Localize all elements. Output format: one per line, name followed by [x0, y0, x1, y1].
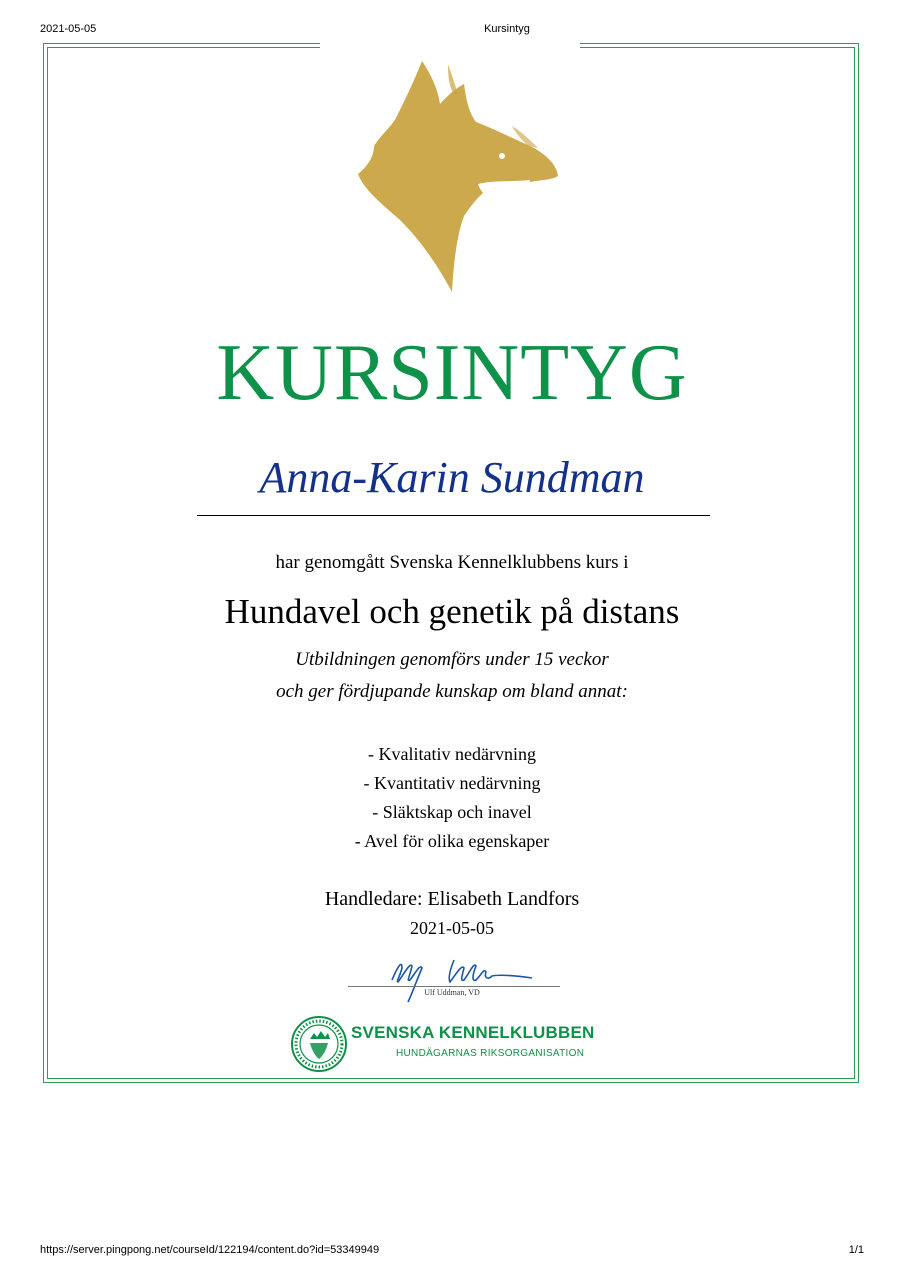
organization-name: SVENSKA KENNELKLUBBEN	[351, 1023, 595, 1042]
topic-item: - Kvantitativ nedärvning	[363, 773, 541, 793]
print-date: 2021-05-05	[40, 23, 97, 35]
print-page-number: 1/1	[848, 1244, 864, 1256]
dog-head-illustration	[352, 56, 567, 296]
topic-list	[0, 740, 904, 856]
topic-item: - Avel för olika egenskaper	[354, 831, 550, 851]
print-page-title: Kursintyg	[484, 23, 530, 35]
frame-gap	[320, 42, 580, 50]
recipient-name: Anna-Karin Sundman	[259, 453, 645, 502]
topic-item: - Kvalitativ nedärvning	[368, 744, 536, 764]
kennel-club-seal-icon	[290, 1015, 348, 1073]
topic-item: - Släktskap och inavel	[372, 802, 532, 822]
certificate-title: KURSINTYG	[216, 329, 688, 417]
certificate-date: 2021-05-05	[410, 918, 494, 938]
supervisor: Handledare: Elisabeth Landfors	[324, 888, 580, 910]
description-line-1: Utbildningen genomförs under 15 veckor	[295, 649, 609, 670]
course-name: Hundavel och genetik på distans	[224, 592, 680, 631]
print-url: https://server.pingpong.net/courseId/122194/content.do?id=53349949	[40, 1244, 380, 1256]
description-line-2: och ger fördjupande kunskap om bland annat:	[276, 681, 628, 702]
lead-text: har genomgått Svenska Kennelklubbens kurs i	[275, 552, 629, 573]
name-underline	[197, 515, 710, 516]
organization-subtitle: HUNDÄGARNAS RIKSORGANISATION	[396, 1048, 585, 1059]
signature-caption: Ulf Uddman, VD	[424, 988, 480, 997]
signature-line	[348, 986, 560, 987]
